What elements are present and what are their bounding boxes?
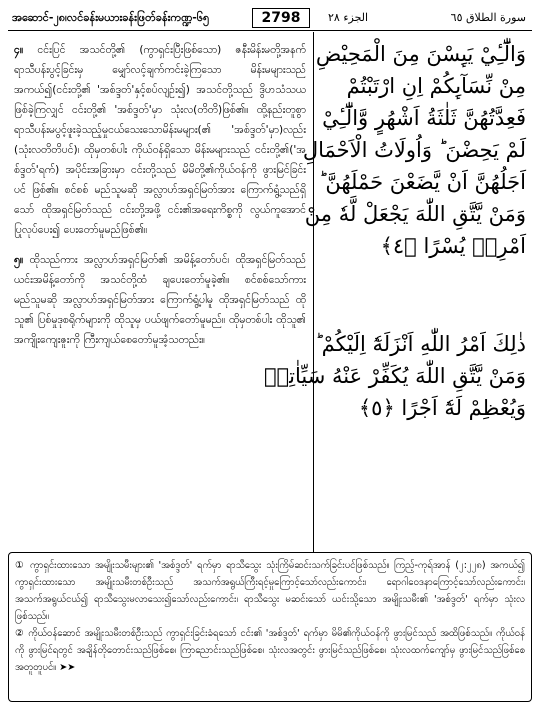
arabic-line: وَيُعْظِمْ لَهٗٓ اَجْرًا ﴿٥﴾: [358, 396, 526, 420]
column-divider: [313, 32, 314, 552]
surah-label: سورة الطلاق ٦٥: [450, 11, 526, 24]
footnote-1: ① ကွာရှင်းထားသော အမျိုးသမီးများ၏ 'အစ်ဒ္ဒတ်' ရက်မှာ ရာသီသွေး သုံးကြိမ်ဆင်းသက်ခြင်းပင်ဖြစ်သည်။ ကြည့်-ကုရ်အာန် (၂:၂၂၈) အကယ်၍ ကွာရှင်းထားသော အမျိုးသမီးတစ်ဦးသည် အသက်အရွယ်ကြီးရင့်မှုကြောင့်သော်လည်းကောင်း၊ ရောဂါဝေဒနာကြောင့်သော်လည်းကောင်း၊ အသက်အရွယ်ငယ်၍ ရာသီသွေးမလာသေး၍သော်လည်းကောင်း၊ ရာသီသွေး မဆင်းသော် ယင်းသို့သော အမျိုးသမီး၏ 'အစ်ဒ္ဒတ်' ရက်မှာ သုံးလဖြစ်သည်။: [15, 560, 525, 622]
juz-label: الجزء ٢٨: [328, 11, 369, 24]
translation-verse-5: [14, 250, 306, 350]
arabic-verse-5: [263, 328, 526, 424]
arabic-line: اَمْرِهٖ يُسْرًا ﴿٤﴾: [380, 234, 526, 258]
translation-verse-4: [14, 40, 306, 240]
arabic-line: مِنْ نِّسَآىِٕكُمْ اِنِ ارْتَبْتُمْ: [346, 74, 526, 98]
arabic-line: لَمْ يَحِضْنَ ؕ وَاُولَاتُ الْاَحْمَالِ: [302, 138, 526, 162]
verse-number: ၄။: [14, 44, 24, 56]
arabic-line: وَالّٰٓـِٔيْ يَىِٕسْنَ مِنَ الْمَحِيْضِ: [315, 42, 526, 66]
verse-number: ၅။: [14, 254, 24, 266]
footnotes-box: [8, 552, 532, 702]
page-frame: [8, 6, 532, 706]
arabic-line: ذٰلِكَ اَمْرُ اللّٰهِ اَنْزَلَهٗٓ اِلَيْكُمْ ؕ: [314, 332, 526, 356]
arabic-verse-4: [302, 38, 526, 262]
arabic-line: وَمَنْ يَّتَّقِ اللّٰهَ يَجْعَلْ لَّهٗ مِنْ: [304, 202, 526, 226]
translation-column: [14, 40, 306, 360]
section-title: အဆောင်-၂၈၊လင်ခန်းမယားခန်းဖြတ်ခန်းကဏ္ဍ-၆၅: [12, 11, 210, 24]
page-number: 2798: [252, 8, 310, 28]
footnote-2: ② ကိုယ်ဝန်ဆောင် အမျိုးသမီးတစ်ဦးသည် ကွာရှင်းခြင်းခံရသော် ငင်း၏ 'အစ်ဒ္ဒတ်' ရက်မှာ မိမိ၏ကိုယ်ဝန်ကို ဖွားမြင်သည် အထိဖြစ်သည်။ ကိုယ်ဝန်ကို ဖွားမြင်ရတွင် အချိန်တိုတောင်းသည်ဖြစ်စေ၊ ကြာညောင်းသည်ဖြစ်စေ၊ သုံးလအတွင်း ဖွားမြင်သည်ဖြစ်စေ၊ သုံးလထက်ကျော်မှ ဖွားမြင်သည်ဖြစ်စေ အတူတူပင်။ ➤➤: [15, 628, 525, 673]
arabic-line: وَمَنْ يَّتَّقِ اللّٰهَ يُكَفِّرْ عَنْهُ سَيِّاٰتِهٖ: [263, 364, 526, 388]
arabic-line: فَعِدَّتُهُنَّ ثَلٰثَةُ اَشْهُرٍ وَّالّٰٓـِٔيْ: [322, 106, 526, 130]
arabic-line: اَجَلُهُنَّ اَنْ يَّضَعْنَ حَمْلَهُنَّ ؕ: [318, 170, 526, 194]
page-header: [8, 6, 532, 31]
verse-text: ငင်းပြင် အသင်တို့၏ (ကွာရှင်းပြီးဖြစ်သော) ဇနီးမိန်းမတို့အနက် ရာသီပန်းပွင့်ခြင်းမှ မျှော်လင့်ချက်ကင်းခဲ့ကြသော မိန်းမများသည် အကယ်၍(ငင်းတို့၏ 'အစ်ဒ္ဒတ်'နှင့်စပ်လျဉ်း၍) အသင်တို့သည် ဒွိဟသံသယ ဖြစ်ခဲ့ကြလျှင် ငင်းတို့၏ 'အစ်ဒ္ဒတ်'မှာ သုံးလ(တိတိ)ဖြစ်၏။ ထို့နည်းတူစွာ ရာသီပန်းမပွင့်ဖူးခဲ့သည့်မှုငယ်သေးသောမိန်းမများ(၏ 'အစ်ဒ္ဒတ်'မှာ)လည်း (သုံးလတိတိပင်)၊ ထိုမှတစ်ပါး ကိုယ်ဝန်ရှိသော မိန်းမများသည် ငင်းတို့၏('အစ်ဒ္ဒတ်'ရက်) အပိုင်းအခြားမှာ ငင်းတို့သည် မိမိတို့၏ကိုယ်ဝန်ကို ဖွားမြင်ခြင်းပင် ဖြစ်၏။ စင်စစ် မည်သူမဆို အလ္လာဟ်အရှင်မြတ်အား ကြောက်ရွံ့သည်ရှိသော် ထိုအရှင်မြတ်သည် ငင်းတို့အဖို့ ငင်း၏အရေးကိစ္စကို လွယ်ကူအောင် ပြုလုပ်ပေး၍ ပေးတော်မူမည်ဖြစ်၏။: [14, 44, 306, 236]
verse-text: ထိုသည်ကား အလ္လာဟ်အရှင်မြတ်၏ အမိန့်တော်ပင်၊ ထိုအရှင်မြတ်သည် ယင်းအမိန့်တော်ကို အသင်တို့ထံ ချပေးတော်မူခဲ့၏။ စင်စစ်သော်ကား မည်သူမဆို အလ္လာဟ်အရှင်မြတ်အား ကြောက်ရွံ့ပါမူ ထိုအရှင်မြတ်သည် ထိုသူ၏ ပြစ်မှုဒုစရိုက်များကို ထိုသူမှ ပယ်ဖျက်တော်မူမည်။ ထိုမှတစ်ပါး ထိုသူ၏ အကျိုးကျေးဇူးကို ကြီးကျယ်စေတော်မူအံ့သတည်း။: [14, 254, 307, 346]
